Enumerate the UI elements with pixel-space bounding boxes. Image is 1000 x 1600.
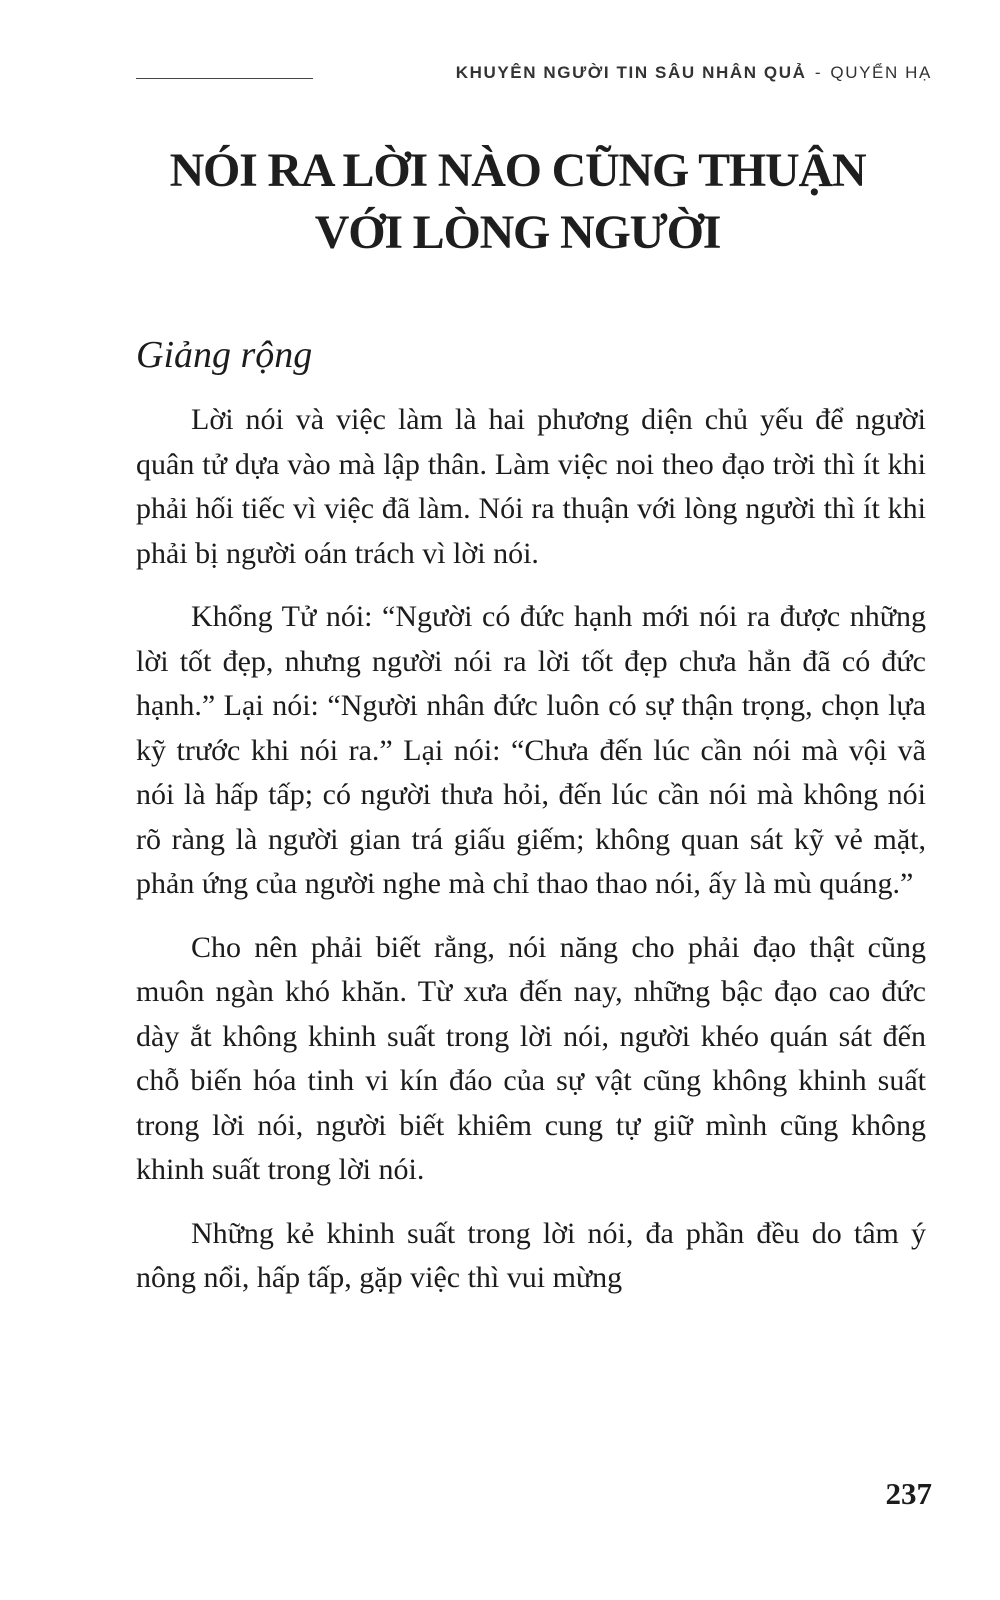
chapter-title [100,140,935,264]
header-rule [136,78,313,79]
running-head-volume: QUYỂN HẠ [830,63,932,82]
running-head-book-title: KHUYÊN NGƯỜI TIN SÂU NHÂN QUẢ [455,63,807,82]
paragraph: Những kẻ khinh suất trong lời nói, đa phần đều do tâm ý nông nổi, hấp tấp, gặp việc thì vui mừng [136,1216,926,1294]
running-head-separator: - [814,63,823,82]
running-head [456,63,932,83]
paragraph: Cho nên phải biết rằng, nói năng cho phải đạo thật cũng muôn ngàn khó khăn. Từ xưa đến nay, những bậc đạo cao đức dày ắt không khinh suất trong lời nói, người khéo quán sát đến chỗ biến hóa tinh vi kín đáo của sự vật cũng không khinh suất trong lời nói, người biết khiêm cung tự giữ mình cũng không khinh suất trong lời nói. [136,930,926,1186]
chapter-title-line-2: VỚI LÒNG NGƯỜI [314,206,721,259]
paragraph: Khổng Tử nói: “Người có đức hạnh mới nói ra được những lời tốt đẹp, nhưng người nói ra lời tốt đẹp chưa hẳn đã có đức hạnh.” Lại nói: “Người nhân đức luôn có sự thận trọng, chọn lựa kỹ trước khi nói ra.” Lại nói: “Chưa đến lúc cần nói mà vội vã nói là hấp tấp; có người thưa hỏi, đến lúc cần nói mà không nói rõ ràng là người gian trá giấu giếm; không quan sát kỹ vẻ mặt, phản ứng của người nghe mà chỉ thao thao nói, ấy là mù quáng.” [136,600,926,900]
page-number: 237 [885,1476,932,1511]
chapter-title-line-1: NÓI RA LỜI NÀO CŨNG THUẬN [169,144,866,197]
paragraph: Lời nói và việc làm là hai phương diện chủ yếu để người quân tử dựa vào mà lập thân. Làm việc noi theo đạo trời thì ít khi phải hối tiếc vì việc đã làm. Nói ra thuận với lòng người thì ít khi phải bị người oán trách vì lời nói. [136,403,926,570]
body-text [136,398,926,1320]
section-heading: Giảng rộng [136,334,313,376]
